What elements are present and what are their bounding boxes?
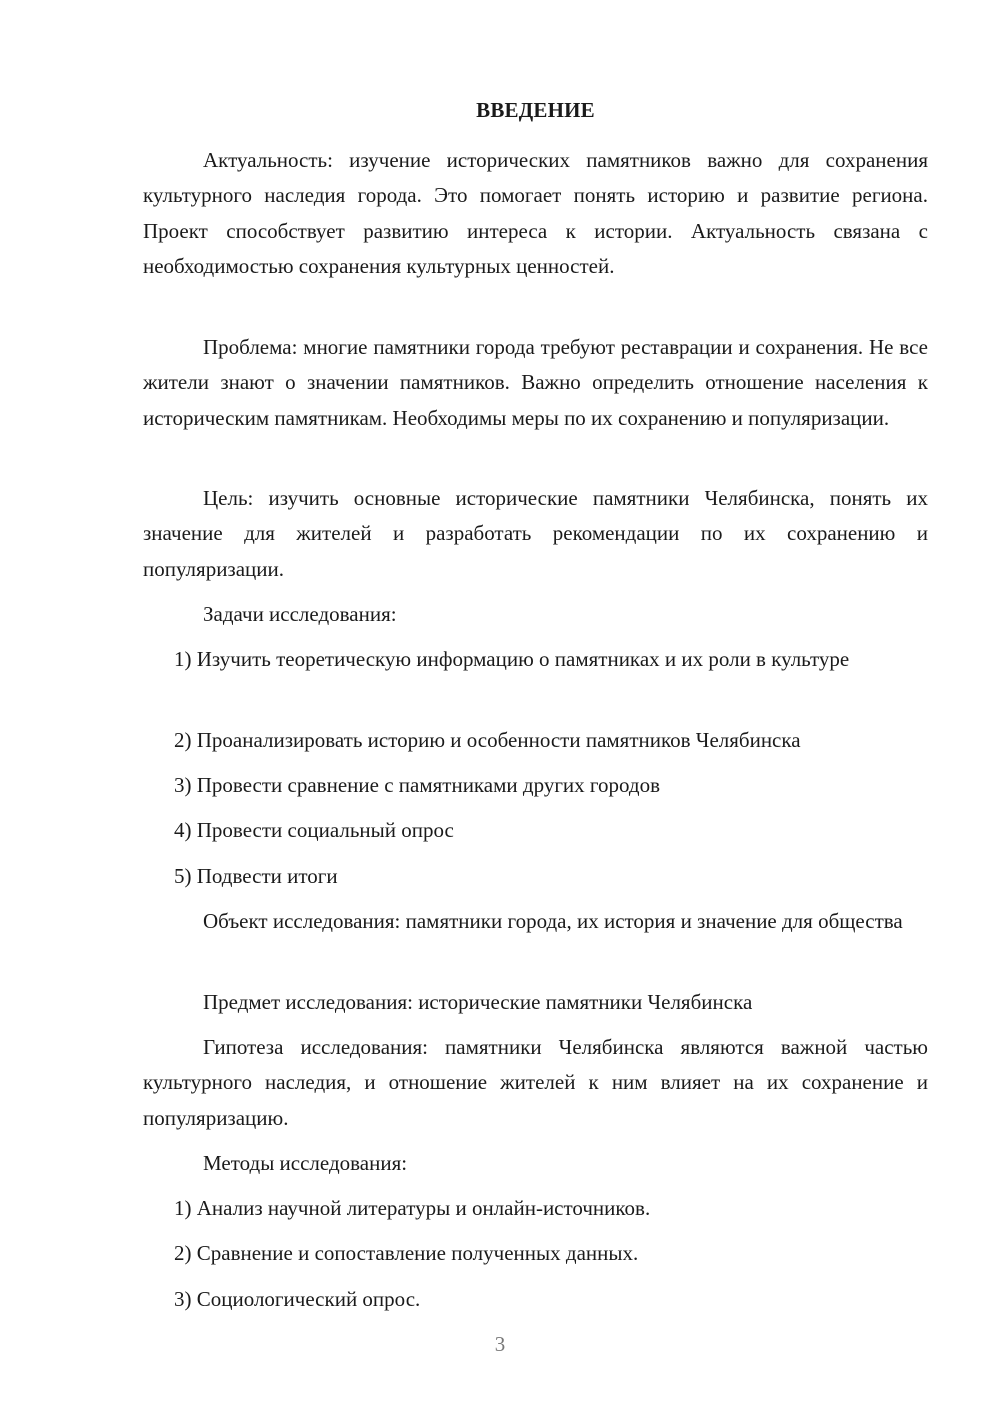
section-title: ВВЕДЕНИЕ — [476, 98, 595, 122]
paragraph-relevance: Актуальность: изучение исторических памятников важно для сохранения культурного наследия города. Это помогает понять историю и развитие региона. Проект способствует развитию интереса к истории. Актуальность связана с необходимостью сохранения культурных ценностей. — [143, 148, 928, 278]
task-item: 4) Провести социальный опрос — [174, 818, 454, 842]
method-item: 3) Социологический опрос. — [174, 1287, 421, 1311]
methods-heading: Методы исследования: — [203, 1151, 408, 1175]
task-item: 5) Подвести итоги — [174, 864, 338, 888]
paragraph-subject: Предмет исследования: исторические памятники Челябинска — [203, 990, 753, 1014]
page-number: 3 — [494, 1332, 506, 1356]
task-item: 3) Провести сравнение с памятниками других городов — [174, 773, 661, 797]
method-item: 1) Анализ научной литературы и онлайн-источников. — [174, 1196, 651, 1220]
paragraph-goal: Цель: изучить основные исторические памятники Челябинска, понять их значение для жителей и разработать рекомендации по их сохранению и популяризации. — [143, 486, 928, 581]
paragraph-hypothesis: Гипотеза исследования: памятники Челябинска являются важной частью культурного наследия, и отношение жителей к ним влияет на их сохранение и популяризацию. — [143, 1035, 928, 1130]
paragraph-problem: Проблема: многие памятники города требуют реставрации и сохранения. Не все жители знают о значении памятников. Важно определить отношение населения к историческим памятникам. Необходимы меры по их сохранению и популяризации. — [143, 335, 928, 430]
paragraph-object: Объект исследования: памятники города, их история и значение для общества — [203, 909, 903, 933]
task-item: 2) Проанализировать историю и особенности памятников Челябинска — [174, 728, 801, 752]
tasks-heading: Задачи исследования: — [203, 602, 397, 626]
method-item: 2) Сравнение и сопоставление полученных данных. — [174, 1241, 639, 1265]
task-item: 1) Изучить теоретическую информацию о памятниках и их роли в культуре — [174, 647, 850, 671]
